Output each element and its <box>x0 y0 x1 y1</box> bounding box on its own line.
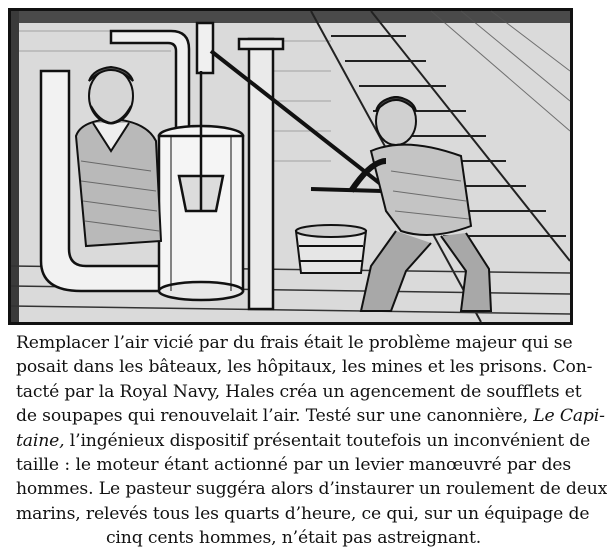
caption-line: Remplacer l’air vicié par du frais était le problème majeur qui se <box>16 333 573 353</box>
caption-line <box>16 429 591 453</box>
caption-line: tacté par la Royal Navy, Hales créa un agencement de soufflets et <box>16 381 582 402</box>
caption-text <box>16 331 607 551</box>
caption-line <box>16 404 605 428</box>
ventilator-engraving <box>8 8 573 325</box>
ship-name-part: Le Capi- <box>533 406 605 427</box>
engraving-drawing <box>11 11 570 322</box>
caption-line: marins, relevés tous les quarts d’heure, ce qui, sur un équipage de <box>16 503 590 524</box>
bucket <box>296 225 366 273</box>
caption-line: posait dans les bâteaux, les hôpitaux, les mines et les prisons. Con- <box>16 357 593 378</box>
caption-fragment: de soupapes qui renouvelait l’air. Testé sur une canonnière, <box>16 406 528 427</box>
caption-line: taille : le moteur étant actionné par un levier manœuvré par des <box>16 455 571 476</box>
caption-line: hommes. Le pasteur suggéra alors d’instaurer un roulement de deux <box>16 479 607 500</box>
caption-fragment: l’ingénieux dispositif présentait toutefois un inconvénient de <box>64 430 591 451</box>
caption-line: cinq cents hommes, n’était pas astreignant. <box>105 528 482 549</box>
ship-name-part: taine, <box>16 430 65 451</box>
